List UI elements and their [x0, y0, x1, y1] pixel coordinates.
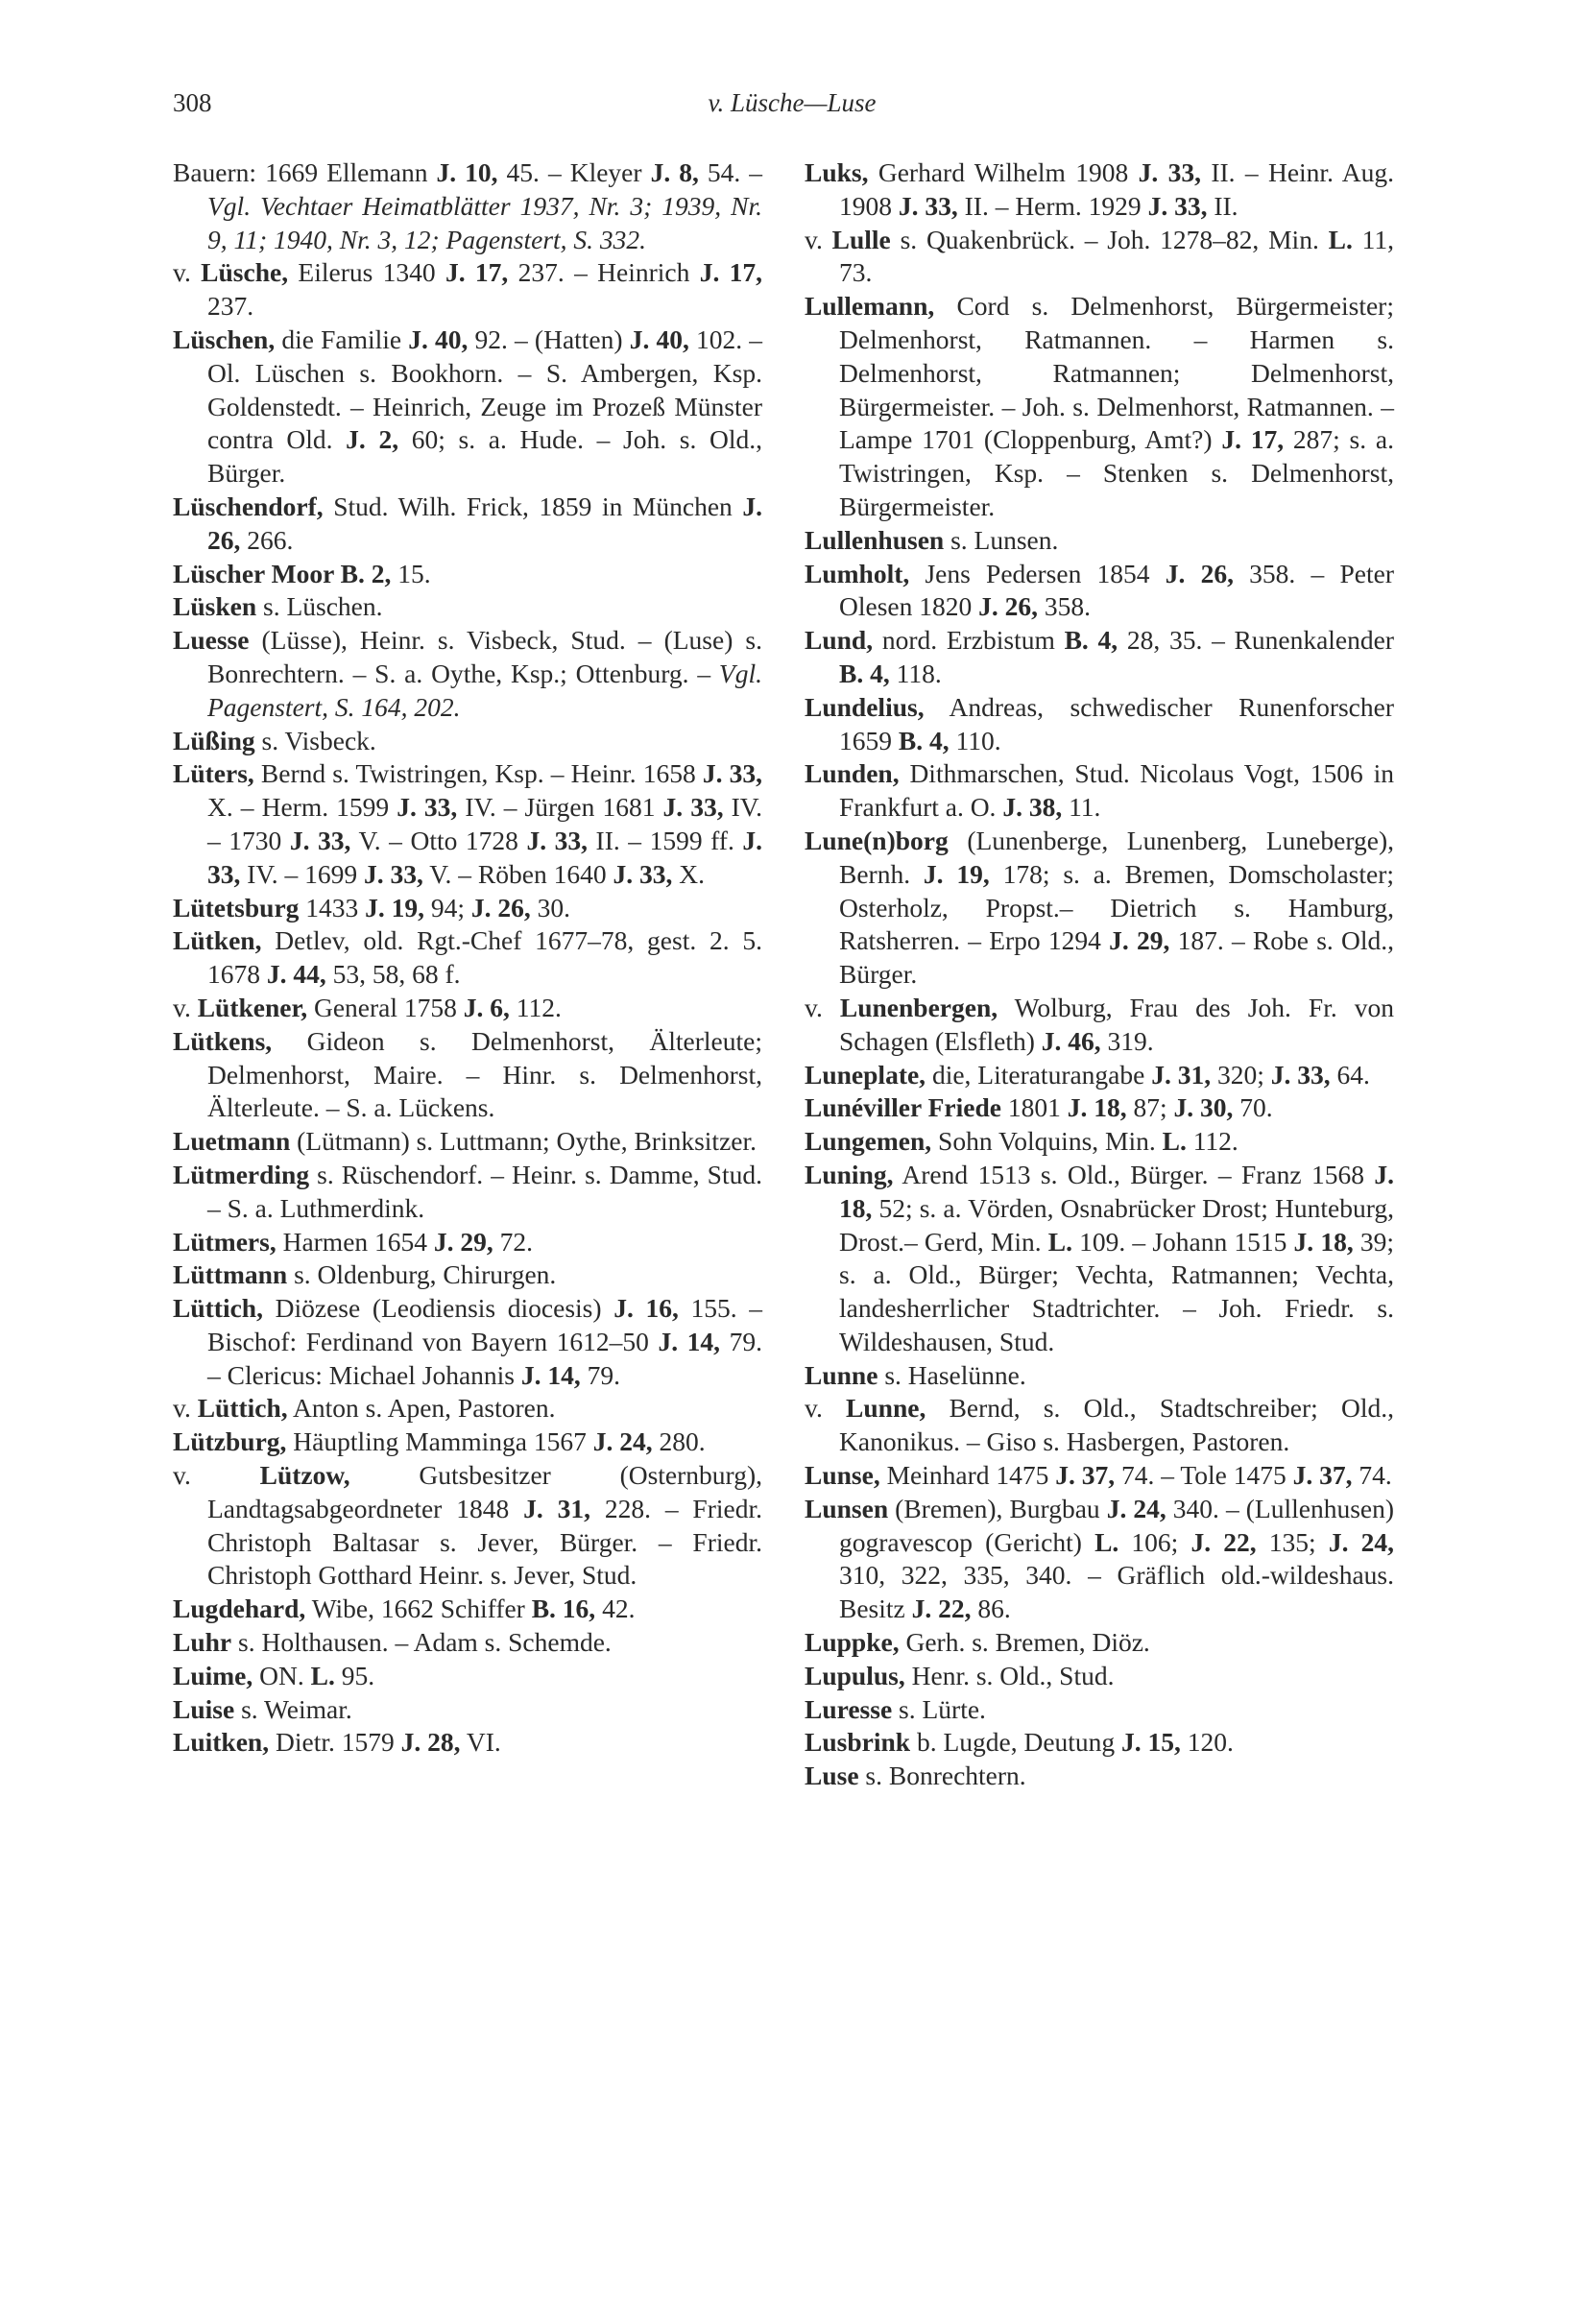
index-entry: [805, 1693, 1394, 1727]
entry-keyword: J. 17,: [445, 257, 509, 288]
entry-text: Henr. s. Old., Stud.: [904, 1660, 1115, 1690]
entry-keyword: Lunse,: [805, 1460, 880, 1491]
entry-keyword: Lüßing: [173, 725, 255, 755]
entry-keyword: J. 38,: [1002, 792, 1063, 823]
entry-keyword: B. 4,: [839, 658, 890, 688]
entry-keyword: J. 28,: [400, 1727, 461, 1758]
entry-keyword: Lunenbergen,: [839, 992, 998, 1022]
entry-text: Arend 1513 s. Old., Bürger. – Franz 1568: [893, 1159, 1375, 1189]
entry-text: 28, 35. – Runenkalender: [1118, 625, 1394, 656]
entry-text: General 1758: [307, 992, 464, 1022]
entry-keyword: J. 2,: [346, 424, 399, 455]
index-entry: [805, 1626, 1394, 1660]
index-entry: [173, 1159, 762, 1226]
entry-text: 237.: [207, 291, 254, 322]
entry-text: s. Bonrechtern.: [858, 1761, 1026, 1791]
entry-keyword: J. 33,: [289, 825, 351, 855]
entry-text: 64.: [1330, 1059, 1370, 1090]
entry-keyword: L.: [1047, 1226, 1072, 1257]
entry-keyword: Luesse: [173, 625, 250, 656]
running-head: v. Lüsche—Luse: [708, 88, 877, 117]
entry-keyword: Lüsken: [173, 591, 257, 622]
entry-text: V. – Röben 1640: [422, 858, 613, 889]
entry-text: 228. – Friedr. Christoph Baltasar s. Jever, Bürger. – Friedr. Christoph Gotthard Heinr. s. Jever, Stud.: [207, 1493, 762, 1591]
index-entry: [805, 757, 1394, 825]
entry-text: Jens Pedersen 1854: [909, 558, 1166, 588]
entry-keyword: Lune(n)borg: [805, 825, 949, 855]
entry-keyword: J. 14,: [658, 1326, 721, 1356]
entry-keyword: Lüschendorf,: [173, 491, 324, 521]
index-entry: [805, 524, 1394, 558]
index-entry: [173, 1025, 762, 1125]
entry-text: s. Quakenbrück. – Joh. 1278–82, Min.: [890, 224, 1329, 254]
index-entry: [805, 1660, 1394, 1693]
index-entry: [805, 1091, 1394, 1125]
entry-keyword: J. 40,: [629, 323, 689, 354]
entry-keyword: Lusbrink: [805, 1727, 911, 1758]
index-entry: [173, 1693, 762, 1727]
entry-text: Dietr. 1579: [269, 1727, 401, 1758]
entry-keyword: Lullenhusen: [805, 524, 945, 555]
entry-text: 11, 73.: [839, 224, 1394, 288]
entry-text: 106;: [1118, 1526, 1191, 1557]
entry-keyword: Lüttich,: [197, 1393, 288, 1424]
entry-text: v.: [805, 992, 840, 1022]
entry-keyword: J. 16,: [613, 1293, 679, 1324]
entry-keyword: J. 24,: [592, 1426, 653, 1457]
entry-text: Andreas, schwedischer Runenforscher 1659: [839, 691, 1394, 755]
index-entry: [805, 290, 1394, 524]
entry-text: b. Lugde, Deutung: [910, 1727, 1122, 1758]
entry-text: 102. – Ol. Lüschen s. Bookhorn. – S. Ambergen, Ksp. Goldenstedt. – Heinrich, Zeuge im Prozeß Münster contra Old.: [207, 323, 762, 455]
entry-text: 52; s. a. Vörden, Osnabrücker Drost; Hunteburg, Drost.– Gerd, Min.: [839, 1192, 1394, 1257]
entry-text: 109. – Johann 1515: [1071, 1226, 1294, 1257]
index-entry: [805, 1125, 1394, 1159]
entry-keyword: Lützburg,: [173, 1426, 287, 1457]
entry-keyword: J. 33,: [1138, 157, 1201, 187]
index-entry: [805, 624, 1394, 691]
entry-keyword: B. 4,: [1064, 625, 1118, 656]
entry-text: Anton s. Apen, Pastoren.: [287, 1393, 556, 1424]
index-entry: [173, 1226, 762, 1259]
index-entry: [173, 1660, 762, 1693]
index-entry: [173, 323, 762, 491]
entry-keyword: J. 29,: [1109, 925, 1170, 956]
entry-text: 70.: [1233, 1092, 1273, 1123]
entry-text: s. Visbeck.: [254, 725, 376, 755]
entry-text: v.: [173, 992, 198, 1022]
index-entry: [173, 624, 762, 724]
entry-keyword: J. 33,: [702, 758, 763, 789]
entry-keyword: B. 16,: [531, 1593, 596, 1624]
entry-text: 92. – (Hatten): [468, 323, 630, 354]
entry-keyword: J. 17,: [1221, 424, 1285, 455]
entry-keyword: Lundelius,: [805, 691, 925, 722]
entry-keyword: Luks,: [805, 157, 869, 187]
entry-text: (Lütmann) s. Luttmann; Oythe, Brinksitzer.: [290, 1126, 757, 1157]
index-entry: [173, 1258, 762, 1292]
entry-text: Wibe, 1662 Schiffer: [305, 1593, 532, 1624]
entry-keyword: Luise: [173, 1693, 235, 1724]
index-entry: [173, 992, 762, 1025]
entry-keyword: J. 37,: [1292, 1460, 1353, 1491]
entry-keyword: J. 31,: [1151, 1059, 1212, 1090]
entry-text: (Lunenberge, Lunenberg, Luneberge), Bernh.: [839, 825, 1394, 889]
entry-text: Meinhard 1475: [879, 1460, 1056, 1491]
entry-text: 112.: [509, 992, 562, 1022]
entry-text: s. Weimar.: [234, 1693, 352, 1724]
entry-keyword: J. 46,: [1041, 1025, 1101, 1056]
entry-text: Gerh. s. Bremen, Diöz.: [899, 1627, 1150, 1658]
index-entry: [173, 256, 762, 323]
entry-text: Sohn Volquins, Min.: [931, 1126, 1163, 1157]
entry-reference-italic: Vgl. Pagenstert, S. 164, 202.: [207, 658, 762, 722]
entry-keyword: J. 26,: [470, 892, 531, 922]
entry-keyword: J. 26,: [1165, 558, 1234, 588]
entry-text: 74. – Tole 1475: [1115, 1460, 1293, 1491]
index-entry: [173, 1392, 762, 1426]
entry-text: Bauern: 1669 Ellemann: [173, 157, 437, 187]
entry-text: s. Lüschen.: [256, 591, 383, 622]
entry-keyword: Luneplate,: [805, 1059, 926, 1090]
entry-text: s. Lürte.: [892, 1693, 986, 1724]
entry-keyword: J. 22,: [1190, 1526, 1257, 1557]
entry-keyword: Lungemen,: [805, 1126, 932, 1157]
entry-keyword: J. 33,: [898, 190, 958, 221]
entry-text: IV. – 1699: [240, 858, 364, 889]
entry-keyword: Lütkens,: [173, 1025, 273, 1056]
index-entry: [173, 590, 762, 624]
entry-keyword: Luhr: [173, 1627, 232, 1658]
entry-text: 358.: [1038, 591, 1091, 622]
entry-text: Bernd, s. Old., Stadtschreiber; Old., Kanonikus. – Giso s. Hasbergen, Pastoren.: [839, 1393, 1394, 1457]
entry-text: 155. – Bischof: Ferdinand von Bayern 1612–50: [207, 1293, 763, 1356]
entry-keyword: Lüters,: [173, 758, 254, 789]
entry-keyword: Luetmann: [173, 1126, 291, 1157]
entry-text: 30.: [530, 892, 571, 922]
entry-text: Eilerus 1340: [288, 257, 445, 288]
entry-text: v.: [805, 1393, 847, 1424]
entry-text: (Bremen), Burgbau: [888, 1493, 1107, 1523]
entry-text: 340. – (Lullenhusen) gogravescop (Gericht): [839, 1493, 1395, 1557]
entry-keyword: Lüsche,: [201, 257, 289, 288]
entry-keyword: J. 24,: [1328, 1526, 1394, 1557]
index-entry: [173, 924, 762, 992]
entry-text: X. – Herm. 1599: [207, 792, 397, 823]
entry-keyword: J. 6,: [463, 992, 510, 1022]
index-entry: [173, 892, 762, 925]
entry-text: Cord s. Delmenhorst, Bürgermeister; Delmenhorst, Ratmannen. – Harmen s. Delmenhorst, Ratmannen; Delmenhorst, Bürgermeister. – Joh. s. Delmenhorst, Ratmannen. – Lampe 1701 (Cloppenburg, Amt?): [839, 291, 1394, 455]
entry-text: 74.: [1352, 1460, 1392, 1491]
entry-text: VI.: [460, 1727, 501, 1758]
entry-keyword: J. 33,: [207, 825, 762, 889]
entry-text: s. Holthausen. – Adam s. Schemde.: [231, 1627, 612, 1658]
entry-text: 178; s. a. Bremen, Domscholaster; Osterholz, Propst.– Dietrich s. Hamburg, Ratsherren. – Erpo 1294: [839, 858, 1395, 956]
entry-text: 280.: [652, 1426, 706, 1457]
entry-text: Häuptling Mamminga 1567: [286, 1426, 593, 1457]
index-entry: [805, 224, 1394, 291]
entry-text: 42.: [595, 1593, 636, 1624]
index-entry: [805, 1059, 1394, 1092]
entry-text: Gerhard Wilhelm 1908: [868, 157, 1139, 187]
entry-keyword: Luime,: [173, 1660, 253, 1690]
index-entry: [173, 1726, 762, 1760]
entry-keyword: J. 44,: [266, 959, 326, 990]
index-entry: [805, 1359, 1394, 1393]
entry-text: 72.: [493, 1226, 534, 1257]
entry-text: Bernd s. Twistringen, Ksp. – Heinr. 1658: [253, 758, 703, 789]
entry-keyword: Lund,: [805, 625, 874, 656]
entry-keyword: Lunsen: [805, 1493, 889, 1523]
entry-text: II. – 1599 ff.: [588, 825, 743, 855]
entry-text: 87;: [1126, 1092, 1174, 1123]
entry-text: II. – Herm. 1929: [957, 190, 1148, 221]
entry-keyword: J. 40,: [408, 323, 469, 354]
entry-text: v.: [173, 1393, 198, 1424]
entry-keyword: Lüscher Moor B. 2,: [173, 558, 392, 588]
entry-keyword: J. 29,: [433, 1226, 493, 1257]
entry-keyword: J. 22,: [911, 1593, 972, 1624]
entry-keyword: Lumholt,: [805, 558, 910, 588]
entry-text: 358. – Peter Olesen 1820: [839, 558, 1394, 622]
entry-text: Dithmarschen, Stud. Nicolaus Vogt, 1506 in Frankfurt a. O.: [839, 758, 1394, 823]
entry-keyword: Lützow,: [259, 1460, 350, 1491]
entry-text: s. Rüschendorf. – Heinr. s. Damme, Stud. – S. a. Luthmerdink.: [207, 1159, 762, 1223]
entry-keyword: Lugdehard,: [173, 1593, 306, 1624]
entry-text: 135;: [1256, 1526, 1329, 1557]
entry-keyword: J. 14,: [520, 1359, 581, 1390]
entry-text: 310, 322, 335, 340. – Gräflich old.-wildeshaus. Besitz: [839, 1560, 1394, 1624]
entry-text: 79.: [580, 1359, 621, 1390]
entry-text: 112.: [1186, 1126, 1238, 1157]
entry-text: 1801: [1000, 1092, 1068, 1123]
entry-text: II. – Heinr. Aug. 1908: [839, 157, 1395, 221]
entry-keyword: J. 33,: [397, 792, 458, 823]
index-entry: [805, 825, 1394, 992]
entry-keyword: L.: [1328, 224, 1353, 254]
entry-keyword: J. 30,: [1173, 1092, 1234, 1123]
entry-keyword: J. 33,: [613, 858, 673, 889]
entry-text: Harmen 1654: [276, 1226, 434, 1257]
entry-keyword: Luppke,: [805, 1627, 900, 1658]
index-entry: [805, 691, 1394, 758]
entry-keyword: J. 15,: [1121, 1727, 1181, 1758]
index-entry: [173, 491, 762, 558]
right-column: [805, 156, 1394, 1793]
entry-text: 237. – Heinrich: [508, 257, 700, 288]
entry-keyword: Lupulus,: [805, 1660, 905, 1690]
entry-text: 79. – Clericus: Michael Johannis: [207, 1326, 763, 1390]
entry-text: 86.: [971, 1593, 1011, 1624]
entry-keyword: J. 17,: [699, 257, 763, 288]
entry-keyword: Lüschen,: [173, 323, 276, 354]
entry-keyword: Lunne: [805, 1359, 878, 1390]
entry-keyword: Lunne,: [846, 1393, 926, 1424]
entry-text: 45. – Kleyer: [497, 157, 651, 187]
entry-keyword: J. 24,: [1106, 1493, 1166, 1523]
entry-keyword: J. 18,: [839, 1159, 1394, 1223]
entry-keyword: J. 10,: [436, 157, 498, 187]
entry-text: Diözese (Leodiensis diocesis): [262, 1293, 614, 1324]
entry-keyword: J. 18,: [1067, 1092, 1127, 1123]
index-entry: [805, 156, 1394, 224]
entry-keyword: J. 33,: [1270, 1059, 1331, 1090]
index-entry: [805, 558, 1394, 625]
entry-keyword: J. 31,: [523, 1493, 590, 1523]
index-entry: [173, 1292, 762, 1392]
entry-text: V. – Otto 1728: [350, 825, 527, 855]
entry-keyword: J. 26,: [207, 491, 762, 555]
entry-keyword: Lunden,: [805, 758, 900, 789]
entry-text: 120.: [1180, 1727, 1234, 1758]
entry-keyword: L.: [1162, 1126, 1187, 1157]
entry-text: 287; s. a. Twistringen, Ksp. – Stenken s. Delmenhorst, Bürgermeister.: [839, 424, 1394, 521]
entry-keyword: Luning,: [805, 1159, 894, 1189]
entry-keyword: J. 19,: [365, 892, 425, 922]
entry-text: 11.: [1062, 792, 1101, 823]
entry-keyword: Luitken,: [173, 1727, 270, 1758]
entry-keyword: J. 19,: [923, 858, 990, 889]
index-entry: [805, 1392, 1394, 1459]
index-entry: [805, 992, 1394, 1059]
entry-text: 1433: [299, 892, 366, 922]
entry-text: die Familie: [275, 323, 409, 354]
index-entry: [173, 558, 762, 591]
entry-text: Wolburg, Frau des Joh. Fr. von Schagen (Elsfleth): [839, 992, 1394, 1056]
entry-text: die, Literaturangabe: [926, 1059, 1152, 1090]
index-entry: [173, 757, 762, 891]
entry-keyword: Lüttich,: [173, 1293, 263, 1324]
entry-text: 53, 58, 68 f.: [325, 959, 461, 990]
entry-text: IV. – 1730: [207, 792, 762, 855]
page-number: 308: [173, 88, 212, 117]
entry-text: s. Oldenburg, Chirurgen.: [287, 1259, 557, 1290]
entry-text: 54. –: [698, 157, 763, 187]
entry-text: s. Haselünne.: [878, 1359, 1026, 1390]
entry-keyword: J. 18,: [1293, 1226, 1354, 1257]
entry-keyword: Luse: [805, 1761, 859, 1791]
entry-text: 110.: [949, 725, 1001, 755]
index-entry: [173, 1426, 762, 1459]
entry-keyword: J. 26,: [978, 591, 1038, 622]
entry-keyword: J. 33,: [1147, 190, 1208, 221]
entry-keyword: Lütmerding: [173, 1159, 310, 1189]
entry-keyword: J. 33,: [662, 792, 724, 823]
index-entry: [173, 1125, 762, 1159]
entry-keyword: J. 8,: [650, 157, 699, 187]
index-entry: [173, 156, 762, 256]
entry-text: 118.: [889, 658, 942, 688]
entry-text: (Lüsse), Heinr. s. Visbeck, Stud. – (Luse) s. Bonrechtern. – S. a. Oythe, Ksp.; Ottenburg. –: [207, 625, 762, 688]
entry-keyword: Lunéviller Friede: [805, 1092, 1001, 1123]
entry-keyword: Lütetsburg: [173, 892, 300, 922]
entry-text: 187. – Robe s. Old., Bürger.: [839, 925, 1395, 990]
entry-text: 39; s. a. Old., Bürger; Vechta, Ratmannen; Vechta, landesherrlicher Stadtrichter. – Joh. Friedr. s. Wildeshausen, Stud.: [839, 1226, 1394, 1356]
index-entry: [173, 1626, 762, 1660]
entry-text: 266.: [240, 524, 294, 555]
entry-text: v.: [173, 257, 202, 288]
entry-text: Stud. Wilh. Frick, 1859 in München: [323, 491, 743, 521]
index-entry: [805, 1459, 1394, 1493]
entry-text: 60; s. a. Hude. – Joh. s. Old., Bürger.: [207, 424, 762, 489]
index-entry: [173, 1593, 762, 1626]
entry-keyword: J. 33,: [363, 858, 423, 889]
entry-text: 94;: [424, 892, 471, 922]
index-entry: [805, 1726, 1394, 1760]
entry-keyword: J. 37,: [1055, 1460, 1116, 1491]
page-header: [173, 88, 1411, 127]
left-column: [173, 156, 762, 1760]
entry-text: 320;: [1211, 1059, 1271, 1090]
entry-text: IV. – Jürgen 1681: [457, 792, 663, 823]
index-entry: [805, 1159, 1394, 1359]
entry-text: Detlev, old. Rgt.-Chef 1677–78, gest. 2. 5. 1678: [207, 925, 762, 990]
entry-reference-italic: Vgl. Vechtaer Heimatblätter 1937, Nr. 3; 1939, Nr. 9, 11; 1940, Nr. 3, 12; Pagenstert, S. 332.: [207, 190, 762, 254]
index-entry: [805, 1493, 1394, 1626]
entry-keyword: Lullemann,: [805, 291, 935, 322]
index-entry: [805, 1760, 1394, 1793]
entry-keyword: B. 4,: [898, 725, 950, 755]
index-entry: [173, 1459, 762, 1593]
entry-keyword: L.: [310, 1660, 335, 1690]
entry-keyword: L.: [1094, 1526, 1119, 1557]
entry-keyword: Lütmers,: [173, 1226, 277, 1257]
entry-text: 95.: [334, 1660, 375, 1690]
entry-keyword: Lütken,: [173, 925, 262, 956]
entry-keyword: Luresse: [805, 1693, 893, 1724]
entry-text: ON.: [252, 1660, 311, 1690]
entry-text: X.: [672, 858, 705, 889]
entry-keyword: Lüttmann: [173, 1259, 288, 1290]
index-entry: [173, 725, 762, 758]
entry-text: v.: [173, 1460, 260, 1491]
entry-text: II.: [1207, 190, 1238, 221]
entry-text: nord. Erzbistum: [873, 625, 1065, 656]
entry-keyword: J. 33,: [526, 825, 588, 855]
entry-text: Gideon s. Delmenhorst, Älterleute; Delmenhorst, Maire. – Hinr. s. Delmenhorst, Älterleute. – S. a. Lückens.: [207, 1025, 762, 1123]
entry-text: 319.: [1100, 1025, 1154, 1056]
entry-keyword: Lulle: [831, 224, 891, 254]
entry-text: s. Lunsen.: [944, 524, 1059, 555]
entry-text: v.: [805, 224, 832, 254]
entry-keyword: Lütkener,: [197, 992, 308, 1022]
entry-text: Gutsbesitzer (Osternburg), Landtagsabgeordneter 1848: [207, 1460, 762, 1523]
entry-text: 15.: [391, 558, 431, 588]
